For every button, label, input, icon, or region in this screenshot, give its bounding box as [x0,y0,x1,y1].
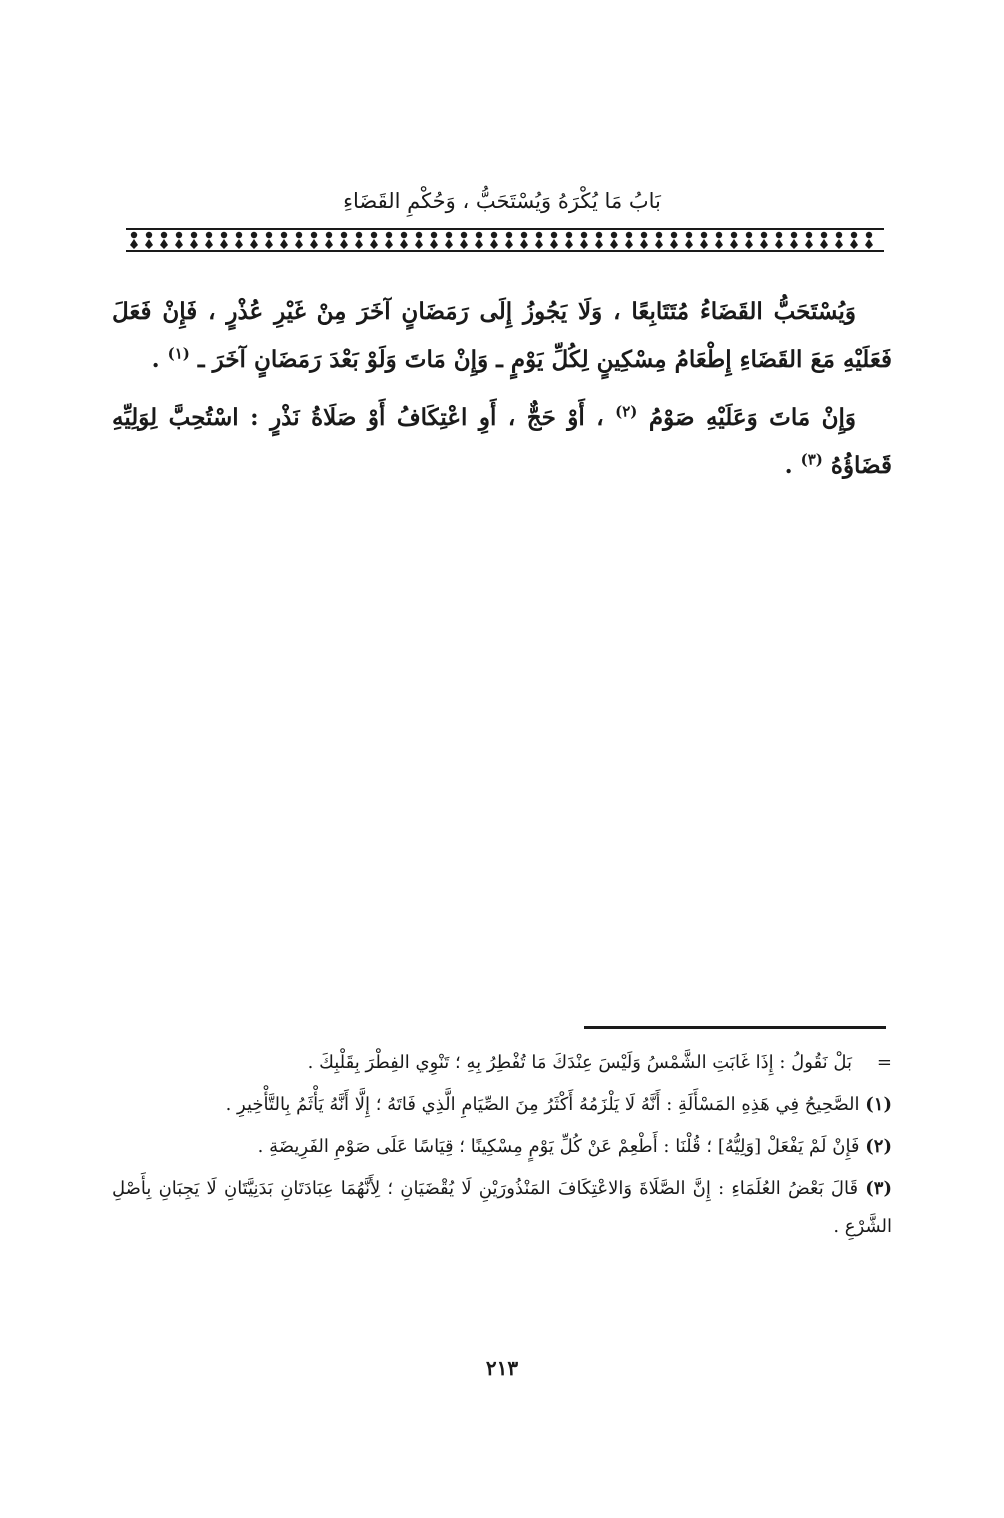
ornament-leaf [250,239,258,249]
ornament-dot [311,232,317,238]
ornament-dot [131,232,137,238]
page-number: ٢١٣ [485,1356,519,1380]
ornament-leaf [325,239,333,249]
ornament-dot [251,232,257,238]
paragraph-2-text: وَإِنْ مَاتَ وَعَلَيْهِ صَوْمُ [648,404,856,431]
ornament-dot [716,232,722,238]
ornament-leaf [475,239,483,249]
ornament-leaf [610,239,618,249]
ornament-leaf [430,239,438,249]
ornament-leaf [160,239,168,249]
ornament-dot [161,232,167,238]
ornament-dot [521,232,527,238]
ornament-dot [836,232,842,238]
ornament-leaf [685,239,693,249]
ornament-leaf [835,239,843,249]
paragraph-1 [112,288,892,384]
ornament-leaf [670,239,678,249]
ornament-dot [206,232,212,238]
ornament-dot [281,232,287,238]
ornament-leaf [505,239,513,249]
ornament-dot [461,232,467,238]
ornament-dot [656,232,662,238]
ornament-leaf [655,239,663,249]
ornament-leaf [235,239,243,249]
ornament-dot [731,232,737,238]
paragraph-1-text: وَيُسْتَحَبُّ القَضَاءُ مُتَتَابِعًا ، وَلَا يَجُوزُ إِلَى رَمَضَانٍ آخَرَ مِنْ غَيْرِ عُذْرٍ ، فَإِنْ فَعَلَ فَعَلَيْهِ مَعَ القَضَاءِ إِطْعَامُ مِسْكِينٍ لِكُلِّ يَوْمٍ ـ وَإِنْ مَاتَ وَلَوْ بَعْدَ رَمَضَانٍ آخَرَ ـ [112,298,892,373]
ornament-dot [446,232,452,238]
paragraph-2-text-cont: ، أَوْ حَجٌّ ، أَوِ اعْتِكَافُ أَوْ صَلَاةُ نَذْرٍ : اسْتُحِبَّ لِوَلِيِّهِ قَضَاؤُهُ [112,404,892,479]
ornament-leaf [490,239,498,249]
ornament-leaf [745,239,753,249]
continuation-mark: = [876,1052,892,1073]
footnote-ref-2: (٢) [615,402,638,421]
ornament-leaf [850,239,858,249]
ornament-leaf [775,239,783,249]
ornament-dot [296,232,302,238]
ornament-dot [371,232,377,238]
ornament-leaf [310,239,318,249]
footnote-ref-1: (١) [167,344,190,363]
footnote-separator [584,1026,886,1029]
ornament-dot [686,232,692,238]
footnote-ref-3: (٣) [800,450,823,469]
ornament-leaf [520,239,528,249]
ornament-leaf [445,239,453,249]
ornament-dot [866,232,872,238]
ornament-leaf [385,239,393,249]
footnote-3 [112,1170,892,1246]
footnote-1-number: (١) [865,1094,892,1115]
ornament-dot [416,232,422,238]
ornament-leaf [565,239,573,249]
ornament-dot [506,232,512,238]
ornament-dot [611,232,617,238]
ornament-leaf [190,239,198,249]
ornament-leaf [280,239,288,249]
ornament-leaf [865,239,873,249]
ornament-dot [221,232,227,238]
ornament-dot [581,232,587,238]
ornament-leaf [400,239,408,249]
footnotes [112,1044,892,1250]
ornamental-divider [126,226,884,254]
ornament-leaf [265,239,273,249]
ornament-dot [191,232,197,238]
ornament-leaf [295,239,303,249]
ornament-leaf [625,239,633,249]
main-text [112,288,892,500]
ornament-dot [476,232,482,238]
ornament-dot [431,232,437,238]
ornament-leaf [760,239,768,249]
ornament-leaf [640,239,648,249]
ornament-leaf [790,239,798,249]
ornament-dot [776,232,782,238]
ornament-leaf [415,239,423,249]
ornament-leaf [805,239,813,249]
ornament-dot [596,232,602,238]
ornament-leaf [730,239,738,249]
ornament-dot [701,232,707,238]
continuation-text: بَلْ نَقُولُ : إِذَا غَابَتِ الشَّمْسُ وَلَيْسَ عِنْدَكَ مَا تُفْطِرُ بِهِ ؛ تَنْوِي الفِطْرَ بِقَلْبِكَ . [307,1052,852,1073]
ornament-leaf [355,239,363,249]
chapter-running-header: بَابُ مَا يُكْرَهُ وَيُسْتَحَبُّ ، وَحُكْمِ القَضَاءِ [343,189,661,213]
ornament-leaf [715,239,723,249]
ornament-dot [551,232,557,238]
ornament-dot [821,232,827,238]
ornament-leaf [820,239,828,249]
ornament-dot [851,232,857,238]
paragraph-2 [112,394,892,490]
footnote-3-text: قَالَ بَعْضُ العُلَمَاءِ : إِنَّ الصَّلَاةَ وَالاعْتِكَافَ المَنْذُورَيْنِ لَا يُقْضَيَانِ ؛ لِأَنَّهُمَا عِبَادَتَانِ بَدَنِيَّتَانِ لَا يَجِبَانِ بِأَصْلِ الشَّرْعِ . [112,1178,892,1237]
ornament-leaf [550,239,558,249]
ornament-dot [536,232,542,238]
ornament-leaf [580,239,588,249]
ornament-dot [266,232,272,238]
ornament-dot [341,232,347,238]
ornament-dot [641,232,647,238]
ornament-dot [491,232,497,238]
ornament-leaf [700,239,708,249]
ornament-dot [386,232,392,238]
ornament-leaf [370,239,378,249]
footnote-2-number: (٢) [865,1136,892,1157]
ornament-dot [401,232,407,238]
ornament-leaf [535,239,543,249]
ornament-dot [671,232,677,238]
ornament-dot [566,232,572,238]
footnote-1-text: الصَّحِيحُ فِي هَذِهِ المَسْأَلَةِ : أَنَّهُ لَا يَلْزَمُهُ أَكْثَرُ مِنَ الصِّيَامِ الَّذِي فَاتَهُ ؛ إِلَّا أَنَّهُ يَأْثَمُ بِالتَّأْخِيرِ . [225,1094,866,1115]
footnote-3-number: (٣) [865,1178,892,1199]
ornament-dot [746,232,752,238]
ornament-dot [626,232,632,238]
ornament-dot [176,232,182,238]
footnote-1 [112,1086,892,1124]
ornament-leaf [595,239,603,249]
ornament-dot [791,232,797,238]
ornament-dot [356,232,362,238]
footnote-continuation [112,1044,892,1082]
ornament-dot [146,232,152,238]
footnote-2 [112,1128,892,1166]
ornament-leaf [460,239,468,249]
paragraph-2-tail: . [784,452,801,479]
paragraph-1-tail: . [151,346,168,373]
ornament-leaf [145,239,153,249]
ornament-leaf [205,239,213,249]
ornament-leaf [220,239,228,249]
footnote-2-text: فَإِنْ لَمْ يَفْعَلْ [وَلِيُّهُ] ؛ قُلْنَا : أَطْعِمْ عَنْ كُلِّ يَوْمٍ مِسْكِينًا ؛ قِيَاسًا عَلَى صَوْمِ الفَرِيضَةِ . [257,1136,866,1157]
ornament-leaf [340,239,348,249]
ornament-leaf [130,239,138,249]
ornament-dot [236,232,242,238]
ornament-dot [326,232,332,238]
ornament-leaf [175,239,183,249]
ornament-dot [806,232,812,238]
ornament-dot [761,232,767,238]
